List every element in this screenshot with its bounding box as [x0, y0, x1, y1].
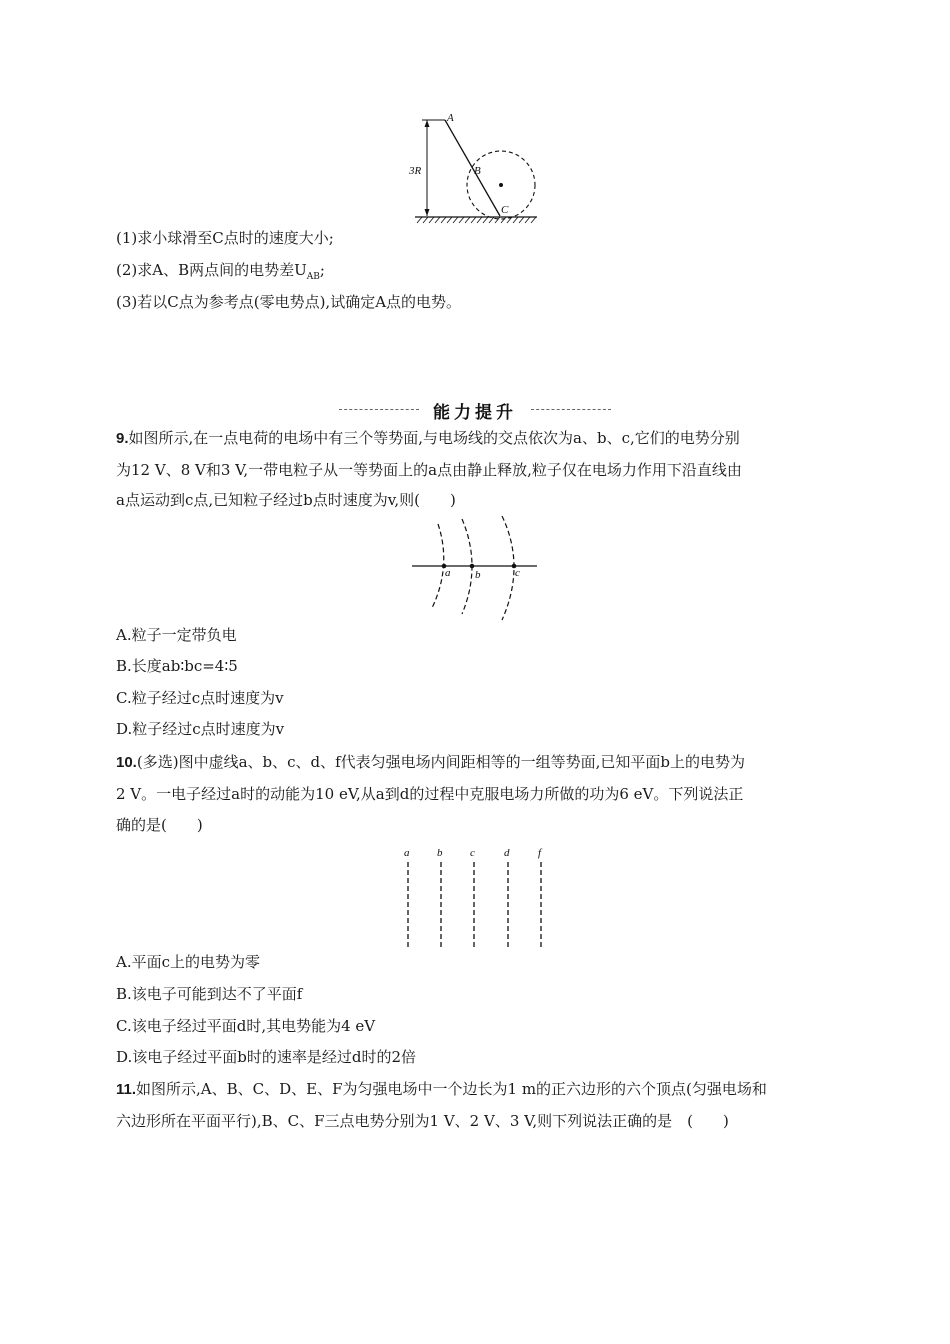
section-rule-right: [531, 409, 611, 410]
q8-sub2-subscript: AB: [306, 272, 320, 282]
q9-line3: a点运动到c点,已知粒子经过b点时速度为v,则( ): [116, 491, 456, 509]
label-3R: 3R: [409, 165, 422, 177]
q10-number: 10.: [116, 754, 137, 771]
q8-sub2-text: (2)求A、B两点间的电势差U: [116, 261, 307, 279]
figure-equipotential-arcs: [410, 514, 540, 624]
q10-option-a: A.平面c上的电势为零: [116, 953, 261, 971]
arc-label-a: a: [445, 567, 451, 579]
q8-sub2: [116, 260, 325, 287]
q10-option-b: B.该电子可能到达不了平面f: [116, 985, 303, 1003]
label-A: A: [447, 112, 454, 124]
q10-line1: [116, 752, 745, 773]
label-C: C: [501, 204, 509, 216]
q9-number: 9.: [116, 430, 129, 447]
q11-number: 11.: [116, 1081, 137, 1098]
q9-option-d: D.粒子经过c点时速度为v: [116, 720, 285, 738]
q9-line1: [116, 428, 740, 449]
plane-label-f: f: [538, 847, 542, 859]
q9-option-c: C.粒子经过c点时速度为v: [116, 689, 284, 707]
plane-label-c: c: [470, 847, 475, 859]
q11-line1: [116, 1079, 767, 1100]
q9-option-b: B.长度ab∶bc=4∶5: [116, 657, 238, 675]
plane-label-a: a: [404, 847, 410, 859]
q9-line2: 为12 V、8 V和3 V,一带电粒子从一等势面上的a点由静止释放,粒子仅在电场力作用下沿直线由: [116, 461, 742, 479]
q8-sub2-end: ;: [319, 261, 325, 279]
q10-option-c: C.该电子经过平面d时,其电势能为4 eV: [116, 1017, 376, 1035]
figure-parallel-planes: [396, 842, 556, 954]
q10-option-d: D.该电子经过平面b时的速率是经过d时的2倍: [116, 1048, 417, 1066]
q10-line3: 确的是( ): [116, 816, 203, 834]
plane-label-d: d: [504, 847, 510, 859]
arc-label-c: c: [515, 567, 520, 579]
section-header: [339, 398, 611, 422]
q10-line2: 2 V。一电子经过a时的动能为10 eV,从a到d的过程中克服电场力所做的功为6 eV。下列说法正: [116, 785, 744, 803]
label-B: B: [474, 165, 481, 177]
plane-label-b: b: [437, 847, 443, 859]
section-title: 能力提升: [433, 403, 517, 423]
q11-line2: 六边形所在平面平行),B、C、F三点电势分别为1 V、2 V、3 V,则下列说法正确的是 ( ): [116, 1112, 729, 1130]
arc-label-b: b: [475, 569, 481, 581]
q9-option-a: A.粒子一定带负电: [116, 626, 237, 644]
q8-sub1: (1)求小球滑至C点时的速度大小;: [116, 229, 334, 247]
figure-incline-circle: [405, 110, 545, 230]
q11-text1: 如图所示,A、B、C、D、E、F为匀强电场中一个边长为1 m的正六边形的六个顶点(匀强电场和: [136, 1080, 767, 1098]
q10-text1: (多选)图中虚线a、b、c、d、f代表匀强电场内间距相等的一组等势面,已知平面b上的电势为: [136, 753, 746, 771]
q9-text1: 如图所示,在一点电荷的电场中有三个等势面,与电场线的交点依次为a、b、c,它们的电势分别: [128, 429, 740, 447]
q8-sub3: (3)若以C点为参考点(零电势点),试确定A点的电势。: [116, 293, 462, 311]
section-rule-left: [339, 409, 419, 410]
